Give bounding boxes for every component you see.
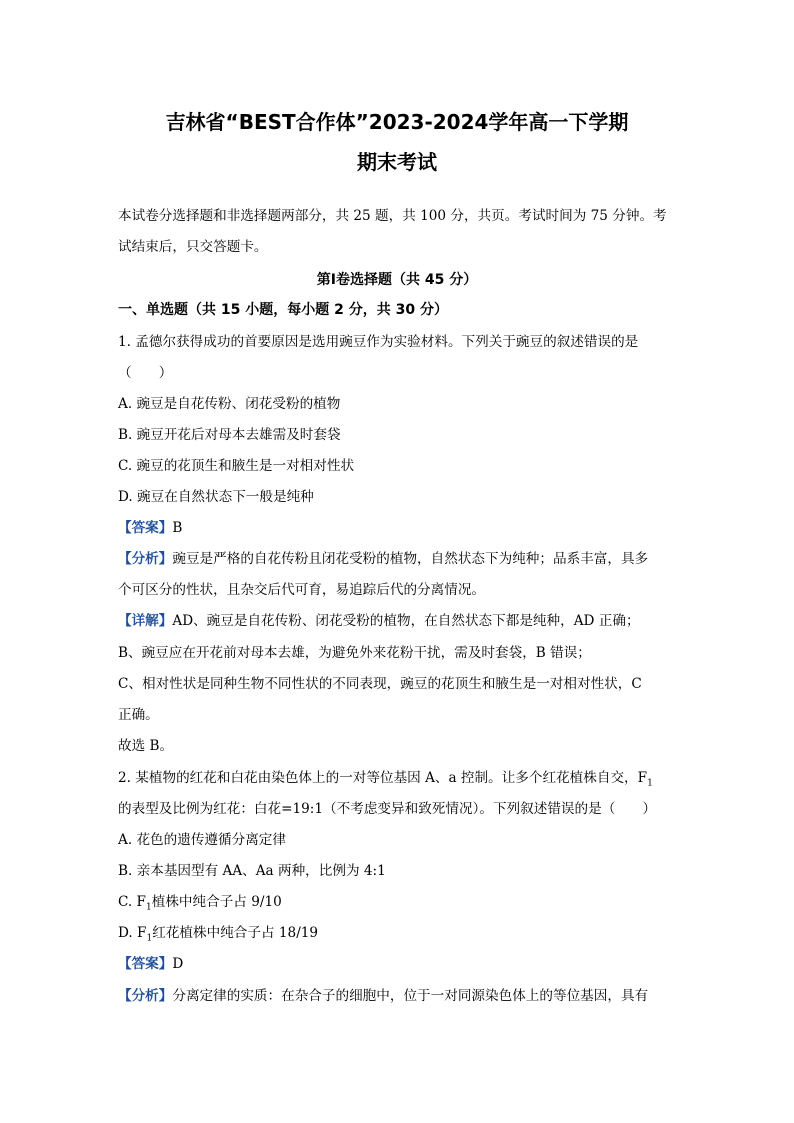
q1-answer-value: B [172, 520, 183, 536]
q2-option-c-sub: 1 [146, 902, 152, 913]
q1-answer [118, 518, 683, 538]
q1-option-a: A. 豌豆是自花传粉、闭花受粉的植物 [118, 396, 341, 412]
answer-tag: 【答案】 [118, 520, 173, 536]
analysis-tag: 【分析】 [118, 551, 173, 567]
q2-option-d [118, 923, 683, 949]
q2-option-b: B. 亲本基因型有 AA、Aa 两种，比例为 4:1 [118, 863, 386, 879]
q2-answer [118, 954, 683, 974]
q2-option-d-sub: 1 [146, 933, 153, 944]
q2-analysis [118, 986, 683, 1006]
document-subtitle: 期末考试 [357, 150, 437, 174]
q1-detail-c-cont: 正确。 [118, 707, 159, 723]
q1-analysis-text: 豌豆是严格的自花传粉且闭花受粉的植物，自然状态下为纯种；品系丰富，具多 [172, 551, 649, 567]
q1-stem: 1. 孟德尔获得成功的首要原因是选用豌豆作为实验材料。下列关于豌豆的叙述错误的是 [118, 334, 639, 350]
q2-stem-text: 2. 某植物的红花和白花由染色体上的一对等位基因 A、a 控制。让多个红花植株自交，F [118, 770, 648, 786]
q2-option-d-post: 红花植株中纯合子占 18/19 [152, 925, 319, 941]
q1-analysis [118, 549, 683, 569]
detail-tag: 【详解】 [118, 613, 173, 629]
section-heading: 第Ⅰ卷选择题（共 45 分） [316, 272, 478, 288]
q2-stem-cont: 的表型及比例为红花：白花=19:1（不考虑变异和致死情况）。下列叙述错误的是（ ） [118, 801, 657, 817]
q2-option-c [118, 892, 683, 918]
q2-option-c-pre: C. F [118, 894, 146, 910]
q2-option-d-pre: D. F [118, 925, 147, 941]
q1-option-d: D. 豌豆在自然状态下一般是纯种 [118, 489, 314, 505]
q1-analysis-cont: 个可区分的性状，且杂交后代可育，易追踪后代的分离情况。 [118, 582, 486, 598]
q1-option-c: C. 豌豆的花顶生和腋生是一对相对性状 [118, 458, 355, 474]
q2-stem [118, 768, 683, 794]
analysis-tag: 【分析】 [118, 988, 173, 1004]
q1-stem-bracket: （ ） [118, 365, 173, 381]
part-heading: 一、单选题（共 15 小题，每小题 2 分，共 30 分） [118, 302, 448, 318]
q1-option-b: B. 豌豆开花后对母本去雄需及时套袋 [118, 427, 341, 443]
q1-detail-text: AD、豌豆是自花传粉、闭花受粉的植物，在自然状态下都是纯种，AD 正确； [172, 613, 640, 629]
q2-option-c-post: 植株中纯合子占 9/10 [151, 894, 282, 910]
q1-detail-c: C、相对性状是同种生物不同性状的不同表现，豌豆的花顶生和腋生是一对相对性状，C [118, 676, 642, 692]
answer-tag: 【答案】 [118, 956, 173, 972]
q2-answer-value: D [172, 956, 184, 972]
intro-text: 本试卷分选择题和非选择题两部分，共 25 题，共 100 分，共页。考试时间为 75 分钟。考 [118, 208, 667, 224]
q2-analysis-text: 分离定律的实质：在杂合子的细胞中，位于一对同源染色体上的等位基因，具有 [172, 988, 649, 1004]
q1-detail-b: B、豌豆应在开花前对母本去雄，为避免外来花粉干扰，需及时套袋，B 错误； [118, 645, 591, 661]
q1-conclusion: 故选 B。 [118, 738, 174, 754]
document-title: 吉林省“BEST合作体”2023-2024学年高一下学期 [165, 110, 629, 134]
q2-option-a: A. 花色的遗传遵循分离定律 [118, 832, 286, 848]
q1-detail [118, 611, 683, 631]
q2-stem-sub: 1 [647, 778, 653, 789]
intro-text: 试结束后，只交答题卡。 [118, 239, 268, 255]
